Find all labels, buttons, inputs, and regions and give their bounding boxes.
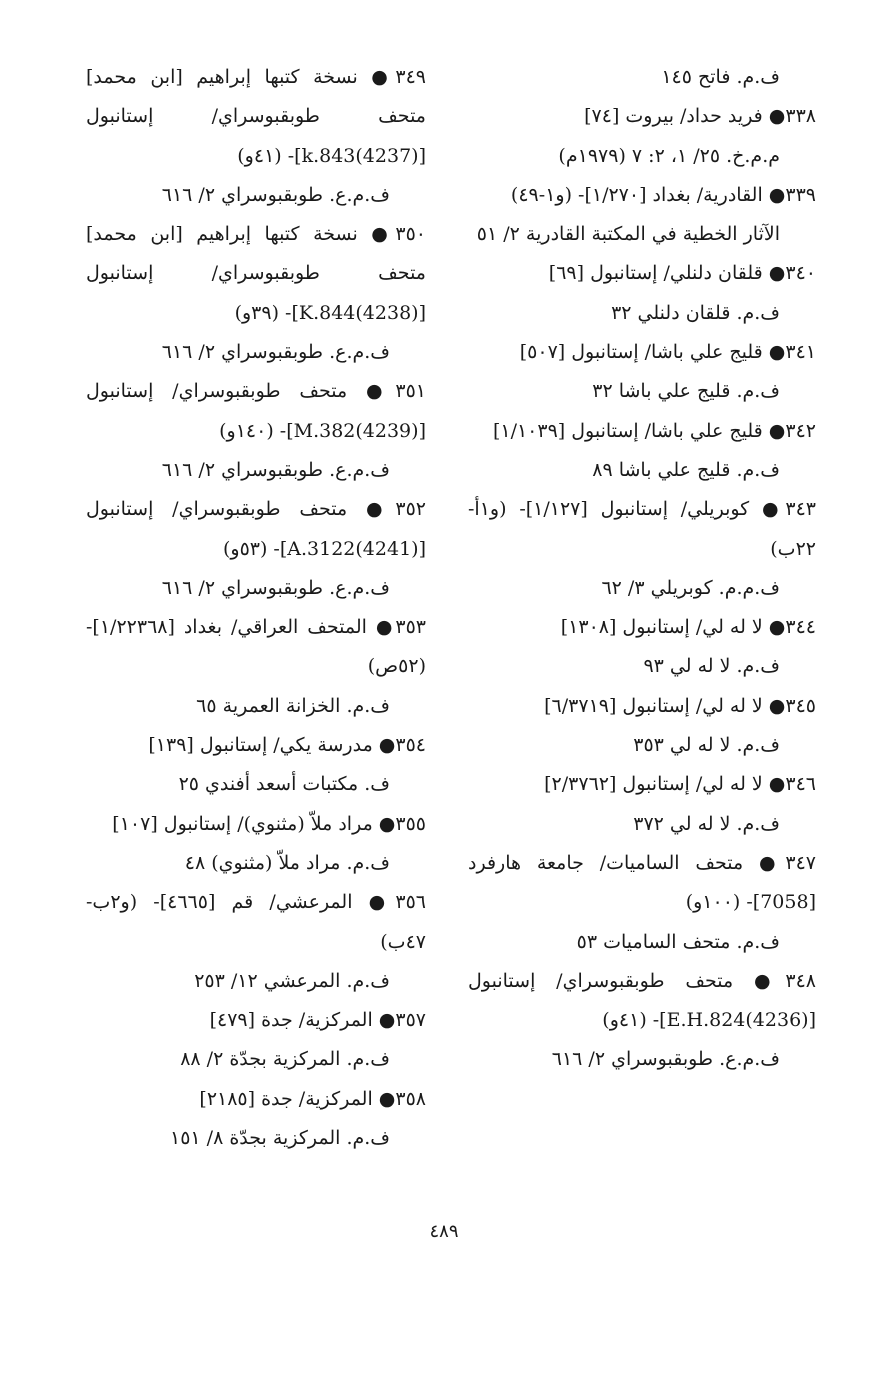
catalog-reference: ف.م. قليج علي باشا ٣٢ [592,380,780,403]
left-column [86,58,426,1158]
page-number: ٤٨٩ [429,1221,459,1242]
manuscript-entry: ٣٣٩● القادرية/ بغداد [١/٢٧٠]- (و١-٤٩) [510,183,816,206]
catalog-reference: ف.م. لا له لي ٣٧٢ [633,812,780,835]
catalog-reference: ف.م. قلقان دلنلي ٣٢ [611,301,780,324]
manuscript-entry: ٣٥٧● المركزية/ جدة [٤٧٩] [209,1009,426,1032]
manuscript-entry: ٣٥٥● مراد ملاّ (مثنوي)/ إستانبول [١٠٧] [112,812,426,835]
catalog-reference: ف.م. المركزية بجدّة ٨/ ١٥١ [170,1127,390,1150]
catalog-reference: ف.م.ع. طوبقبوسراي ٢/ ٦١٦ [161,341,390,364]
catalog-reference: ف.م. المركزية بجدّة ٢/ ٨٨ [180,1048,390,1071]
manuscript-entry: ٣٤٥● لا له لي/ إستانبول [٦/٣٧١٩] [544,694,816,717]
manuscript-entry: ٣٤٣● كوبريلي/ إستانبول [١/١٢٧]- (و١أ- ٢٢ب) [468,498,816,560]
catalog-reference: م.م.خ. ٢٥/ ١، ٢: ٧ (١٩٧٩م) [558,144,780,167]
catalog-reference: الآثار الخطية في المكتبة القادرية ٢/ ٥١ [476,223,780,246]
catalog-reference: ف.م.ع. طوبقبوسراي ٢/ ٦١٦ [161,183,390,206]
catalog-reference: ف.م. الخزانة العمرية ٦٥ [196,694,390,717]
manuscript-entry: ٣٥٦● المرعشي/ قم [٤٦٦٥]- (و٢ب- ٤٧ب) [86,891,426,953]
catalog-reference: ف.م. لا له لي ٣٥٣ [633,734,780,757]
manuscript-entry: ٣٤٠● قلقان دلنلي/ إستانبول [٦٩] [548,262,816,285]
manuscript-entry: ٣٤٦● لا له لي/ إستانبول [٢/٣٧٦٢] [544,773,816,796]
manuscript-entry: ٣٥٣● المتحف العراقي/ بغداد [١/٢٢٣٦٨]- (٥٢ص) [86,616,426,678]
manuscript-entry: ٣٤٤● لا له لي/ إستانبول [١٣٠٨] [560,616,816,639]
catalog-reference: ف. مكتبات أسعد أفندي ٢٥ [178,773,390,796]
catalog-reference: ف.م. لا له لي ٩٣ [643,655,780,678]
catalog-reference: ف.م. مراد ملاّ (مثنوي) ٤٨ [184,851,390,874]
catalog-reference: ف.م.م. كوبريلي ٣/ ٦٢ [601,576,780,599]
catalog-reference: ف.م.ع. طوبقبوسراي ٢/ ٦١٦ [551,1048,780,1071]
manuscript-entry: ٣٤٨● متحف طوبقبوسراي/ إستانبول [E.H.824(4236)]- (٤١و) [468,969,816,1032]
right-column [468,58,816,1080]
catalog-reference: ف.م. فاتح ١٤٥ [661,66,780,88]
manuscript-entry: ٣٣٨● فريد حداد/ بيروت [٧٤] [584,105,816,128]
catalog-reference: ف.م. متحف الساميات ٥٣ [576,930,780,953]
catalog-reference: ف.م. المرعشي ١٢/ ٢٥٣ [194,969,390,992]
manuscript-entry: ٣٤١● قليج علي باشا/ إستانبول [٥٠٧] [519,341,816,364]
manuscript-entry: ٣٤٩● نسخة كتبها إبراهيم [ابن محمد] متحف طوبقبوسراي/ إستانبول [k.843(4237)]- (٤١و) [86,66,426,167]
manuscript-entry: ٣٥٨● المركزية/ جدة [٢١٨٥] [199,1087,426,1110]
manuscript-entry: ٣٤٢● قليج علي باشا/ إستانبول [١/١٠٣٩] [492,419,816,442]
manuscript-entry: ٣٤٧● متحف الساميات/ جامعة هارفرد [7058]- (١٠٠و) [468,851,816,914]
catalog-reference: ف.م.ع. طوبقبوسراي ٢/ ٦١٦ [161,576,390,599]
catalog-reference: ف.م. قليج علي باشا ٨٩ [592,458,780,481]
manuscript-entry: ٣٥٢● متحف طوبقبوسراي/ إستانبول [A.3122(4241)]- (٥٣و) [86,498,426,560]
catalog-reference: ف.م.ع. طوبقبوسراي ٢/ ٦١٦ [161,458,390,481]
manuscript-entry: ٣٥٠● نسخة كتبها إبراهيم [ابن محمد] متحف طوبقبوسراي/ إستانبول [K.844(4238)]- (٣٩و) [86,223,426,324]
manuscript-entry: ٣٥٤● مدرسة يكي/ إستانبول [١٣٩] [148,734,426,757]
manuscript-entry: ٣٥١● متحف طوبقبوسراي/ إستانبول [M.382(4239)]- (١٤٠و) [86,380,426,442]
